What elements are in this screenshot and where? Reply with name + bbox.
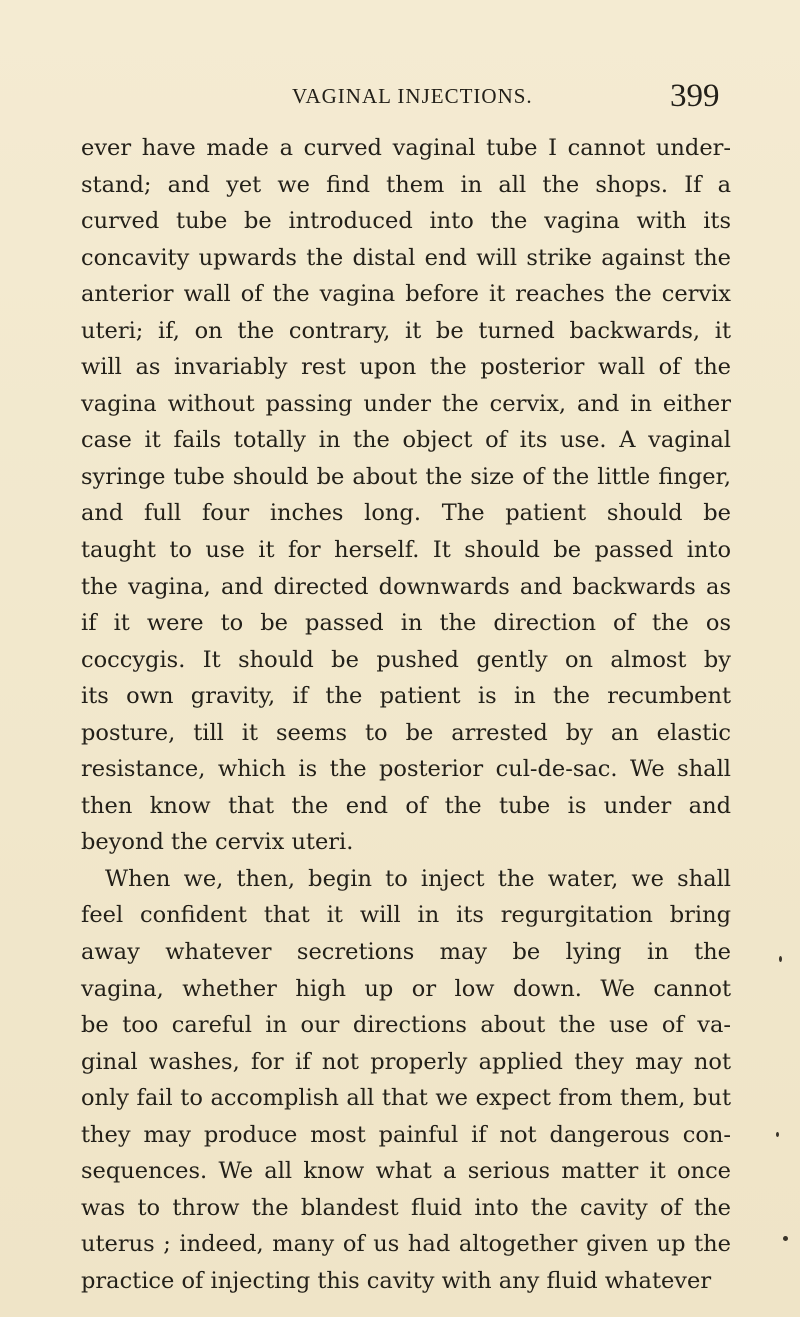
text-line: and full four inches long. The patient should be [81, 500, 731, 527]
specks-mark [783, 1236, 788, 1241]
text-line: be too careful in our directions about the use of va- [81, 1012, 731, 1039]
text-line: ginal washes, for if not properly applied they may not [81, 1048, 731, 1075]
text-line: feel confident that it will in its regurgitation bring [81, 902, 731, 929]
text-line: When we, then, begin to inject the water, we shall [105, 865, 731, 892]
specks-mark [776, 1132, 779, 1137]
text-line: ever have made a curved vaginal tube I cannot under- [81, 135, 731, 161]
text-line: will as invariably rest upon the posterior wall of the [81, 354, 731, 381]
text-line: taught to use it for herself. It should be passed into [81, 537, 731, 564]
text-line: uterus ; indeed, many of us had altogether given up the [81, 1231, 731, 1258]
text-line: anterior wall of the vagina before it reaches the cervix [81, 281, 731, 308]
text-line: uteri; if, on the contrary, it be turned backwards, it [81, 317, 731, 344]
text-line: its own gravity, if the patient is in the recumbent [81, 683, 731, 710]
text-line: beyond the cervix uteri. [81, 829, 354, 856]
text-line: they may produce most painful if not dangerous con- [81, 1121, 731, 1148]
text-line: was to throw the blandest fluid into the cavity of the [81, 1194, 731, 1221]
text-line: only fail to accomplish all that we expect from them, but [81, 1085, 731, 1112]
text-line: if it were to be passed in the direction of the os [81, 610, 731, 637]
text-line: posture, till it seems to be arrested by an elastic [81, 719, 731, 746]
text-line: coccygis. It should be pushed gently on almost by [81, 646, 731, 673]
text-line: stand; and yet we find them in all the shops. If a [81, 171, 731, 198]
text-line: case it fails totally in the object of its use. A vaginal [81, 427, 731, 454]
body-text [81, 130, 731, 1300]
text-line: vagina, whether high up or low down. We cannot [81, 975, 731, 1002]
text-line: syringe tube should be about the size of the little finger, [81, 463, 731, 490]
page-number: 399 [670, 78, 720, 114]
text-line: away whatever secretions may be lying in the [81, 939, 731, 966]
text-line: curved tube be introduced into the vagina with its [81, 208, 731, 235]
running-title: VAGINAL INJECTIONS. [292, 84, 533, 108]
text-line: practice of injecting this cavity with any fluid whatever [81, 1267, 712, 1294]
text-line: resistance, which is the posterior cul-de-sac. We shall [81, 756, 731, 783]
text-line: vagina without passing under the cervix, and in either [81, 390, 731, 417]
text-line: sequences. We all know what a serious matter it once [81, 1158, 731, 1185]
text-line: then know that the end of the tube is under and [81, 792, 731, 819]
specks-mark [779, 956, 782, 962]
running-head [0, 78, 800, 112]
text-line: the vagina, and directed downwards and backwards as [81, 573, 731, 600]
text-line: concavity upwards the distal end will strike against the [81, 244, 731, 271]
